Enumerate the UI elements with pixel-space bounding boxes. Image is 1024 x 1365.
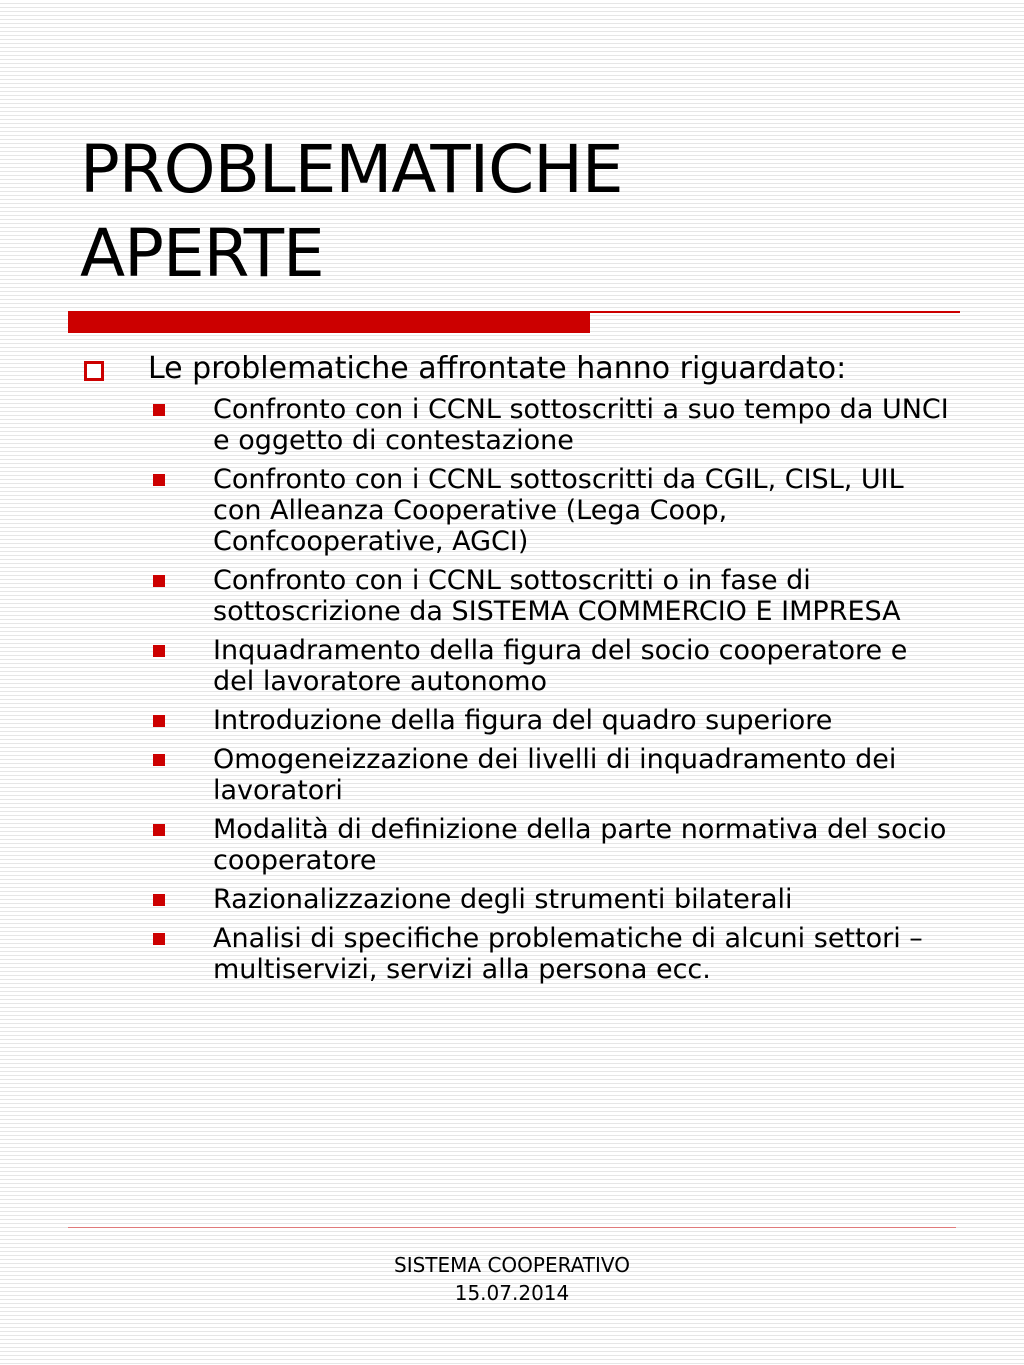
square-bullet-icon: [153, 894, 165, 906]
list-item-text: Inquadramento della figura del socio cooperatore e del lavoratore autonomo: [213, 635, 908, 697]
square-bullet-icon: [153, 474, 165, 486]
footer-date: 15.07.2014: [454, 1281, 570, 1305]
list-item-text: Razionalizzazione degli strumenti bilaterali: [213, 884, 793, 915]
list-item: [80, 705, 950, 736]
list-item: [80, 635, 950, 697]
list-item: [80, 923, 950, 985]
square-bullet-icon: [153, 404, 165, 416]
slide-content: [80, 352, 950, 993]
list-item: [80, 464, 950, 557]
list-item-text: Modalità di definizione della parte normativa del socio cooperatore: [213, 814, 947, 876]
title-line-2: APERTE: [80, 215, 324, 292]
sub-bullet-list: [80, 394, 950, 985]
list-item-text: Analisi di specifiche problematiche di alcuni settori – multiservizi, servizi alla persona ecc.: [213, 923, 923, 985]
list-item-text: Confronto con i CCNL sottoscritti da CGIL, CISL, UIL con Alleanza Cooperative (Lega Coop, Confcooperative, AGCI): [213, 464, 904, 557]
square-bullet-icon: [153, 645, 165, 657]
list-item-text: Confronto con i CCNL sottoscritti a suo tempo da UNCI e oggetto di contestazione: [213, 394, 949, 456]
square-bullet-icon: [153, 715, 165, 727]
slide-title: [80, 128, 960, 296]
list-item: [80, 744, 950, 806]
list-item: [80, 565, 950, 627]
hollow-square-bullet-icon: [84, 361, 104, 381]
title-accent-bar: [68, 311, 590, 333]
footer: [0, 1251, 1024, 1307]
square-bullet-icon: [153, 575, 165, 587]
footer-line-1: SISTEMA COOPERATIVO: [394, 1253, 630, 1277]
list-item: [80, 394, 950, 456]
square-bullet-icon: [153, 933, 165, 945]
list-item-text: Introduzione della figura del quadro superiore: [213, 705, 833, 736]
square-bullet-icon: [153, 754, 165, 766]
list-item: [80, 814, 950, 876]
intro-bullet: [80, 352, 950, 386]
list-item: [80, 884, 950, 915]
square-bullet-icon: [153, 824, 165, 836]
list-item-text: Omogeneizzazione dei livelli di inquadramento dei lavoratori: [213, 744, 897, 806]
title-line-1: PROBLEMATICHE: [80, 131, 623, 208]
footer-rule: [68, 1227, 956, 1228]
intro-text: Le problematiche affrontate hanno riguardato:: [148, 351, 847, 386]
list-item-text: Confronto con i CCNL sottoscritti o in fase di sottoscrizione da SISTEMA COMMERCIO E IMPRESA: [213, 565, 901, 627]
